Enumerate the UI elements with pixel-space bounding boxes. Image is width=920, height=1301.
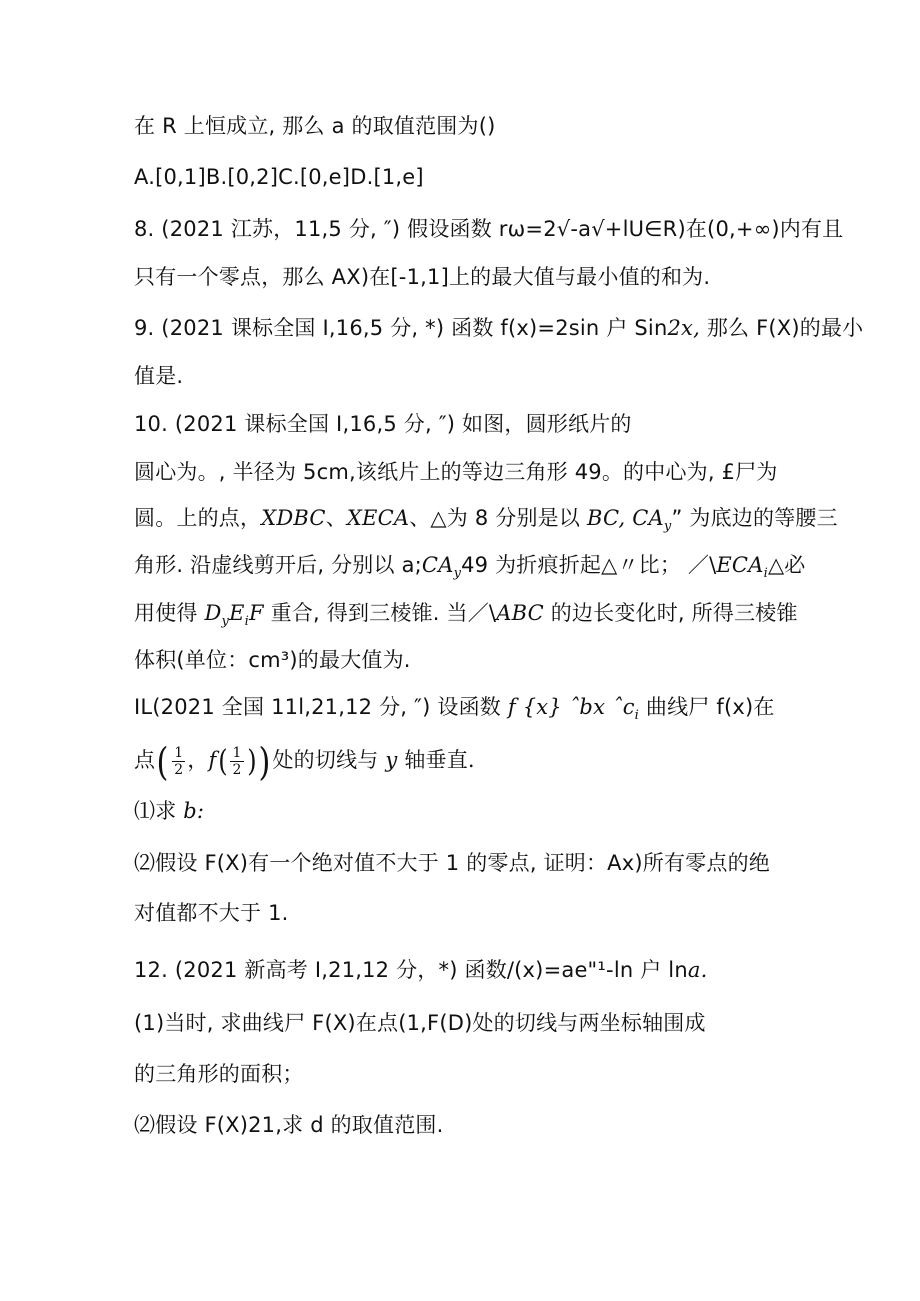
q10-l4-math-1: CA	[421, 553, 454, 577]
q11-frac1-num: 1	[174, 745, 184, 761]
q9-text-a: 9. (2021 课标全国 I,16,5 分, *) 函数 f(x)=2sin 户 Sin	[134, 316, 668, 340]
q10-l3-c: ” 为底边的等腰三	[671, 506, 838, 530]
q12-l1-text: 12. (2021 新高考 I,21,12 分，*) 函数/(x)=ae"¹-ln 户 ln	[134, 958, 688, 982]
q11-point-text-b: 轴垂直.	[397, 748, 475, 772]
question-12-part-1-line-2: 的三角形的面积；	[134, 1062, 304, 1086]
q10-l3-math-1: XDBC	[261, 506, 326, 530]
q10-l4-c: △必	[767, 553, 806, 577]
q9-text-b: 那么 F(X)的最小	[699, 316, 864, 340]
text-line-1: 在 R 上恒成立, 那么 a 的取值范围为()	[134, 114, 496, 138]
question-10-line-2: 圆心为。, 半径为 5cm,该纸片上的等边三角形 49。的中心为, £尸为	[134, 460, 778, 484]
q11-frac1-den: 2	[174, 762, 184, 778]
q11-l1-sub: i	[634, 708, 640, 724]
q11-open-paren-inner: (	[217, 743, 228, 779]
question-12-part-2: ⑵假设 F(X)21,求 d 的取值范围.	[134, 1113, 444, 1137]
q10-l3-math-2: XECA	[346, 506, 410, 530]
q11-point-text-a: 处的切线与	[272, 748, 386, 772]
q10-l4-b: 49 为折痕折起△〃比； ／\	[461, 553, 717, 577]
text-line-2-options: A.[0,1]B.[0,2]C.[0,e]D.[1,e]	[134, 165, 424, 189]
q10-l4-math-2: ECA	[716, 553, 764, 577]
q11-fraction-2	[230, 745, 243, 778]
question-10-line-3	[134, 503, 838, 542]
question-9-line-1	[134, 313, 863, 343]
q10-l5-math-d: D	[204, 601, 222, 625]
q10-l3-b: 、△为 8 分别是以	[409, 506, 587, 530]
question-12-line-1	[134, 955, 707, 985]
q11-l1-math: f {x} ˆbx ˆc	[507, 695, 635, 719]
q10-l4-sub-2: i	[763, 566, 768, 582]
q11-l1-a: IL(2021 全国 11l,21,12 分, ″) 设函数	[134, 695, 508, 719]
q11-comma: ，	[187, 748, 209, 772]
q10-l5-b: 重合, 得到三棱锥. 当／\	[263, 601, 497, 625]
q10-l5-math-f: F	[248, 601, 264, 625]
q11-frac2-den: 2	[232, 762, 242, 778]
question-9-line-2: 值是.	[134, 364, 184, 388]
question-11-part-2-line-1: ⑵假设 F(X)有一个绝对值不大于 1 的零点, 证明：Ax)所有零点的绝	[134, 851, 770, 875]
question-10-line-1: 10. (2021 课标全国 I,16,5 分, ″) 如图，圆形纸片的	[134, 412, 632, 436]
q10-l5-math-e: E	[229, 601, 245, 625]
question-12-part-1-line-1: (1)当时, 求曲线尸 F(X)在点(1,F(D)处的切线与两坐标轴围成	[134, 1011, 706, 1035]
q10-l3-sep: 、	[325, 506, 347, 530]
q10-l4-a: 角形. 沿虚线剪开后, 分别以 a;	[134, 553, 422, 577]
question-10-line-4	[134, 550, 806, 589]
q10-l5-sub-1: y	[221, 614, 230, 630]
q12-l1-math: a.	[687, 958, 708, 982]
q11-func-f: f	[208, 748, 217, 772]
q11-y: y	[385, 748, 398, 772]
q11-close-paren-inner: )	[246, 743, 257, 779]
q10-l5-c: 的边长变化时, 所得三棱锥	[543, 601, 798, 625]
q11-close-paren-outer: )	[258, 739, 271, 784]
question-8-line-1: 8. (2021 江苏，11,5 分, ″) 假设函数 rω=2√-a√+lU∈R)在(0,+∞)内有且	[134, 217, 844, 241]
q10-l5-math-abc: ABC	[496, 601, 544, 625]
q10-l4-sub-1: y	[453, 566, 462, 582]
q10-l3-math-3: BC, CA	[586, 506, 664, 530]
question-10-line-6: 体积(单位：cm³)的最大值为.	[134, 648, 411, 672]
q10-l5-sub-2: i	[244, 614, 249, 630]
q10-l5-a: 用使得	[134, 601, 205, 625]
q11-frac2-num: 1	[232, 745, 242, 761]
q11-point-label: 点	[134, 748, 156, 772]
question-10-line-5	[134, 598, 798, 637]
q11-open-paren-outer: (	[156, 739, 169, 784]
q9-math: 2x,	[667, 316, 700, 340]
q11-part1-text: ⑴求	[134, 799, 184, 823]
question-11-part-2-line-2: 对值都不大于 1.	[134, 901, 289, 925]
question-11-part-1	[134, 796, 204, 826]
q10-l3-a: 圆。上的点，	[134, 506, 262, 530]
q11-part1-math: b:	[183, 799, 205, 823]
question-8-line-2: 只有一个零点，那么 AX)在[-1,1]上的最大值与最小值的和为.	[134, 265, 711, 289]
question-11-line-1	[134, 692, 775, 731]
q11-fraction-1	[172, 745, 185, 778]
q11-l1-b: 曲线尸 f(x)在	[639, 695, 775, 719]
question-11-point-line	[134, 738, 475, 782]
q10-l3-sub: y	[663, 519, 672, 535]
